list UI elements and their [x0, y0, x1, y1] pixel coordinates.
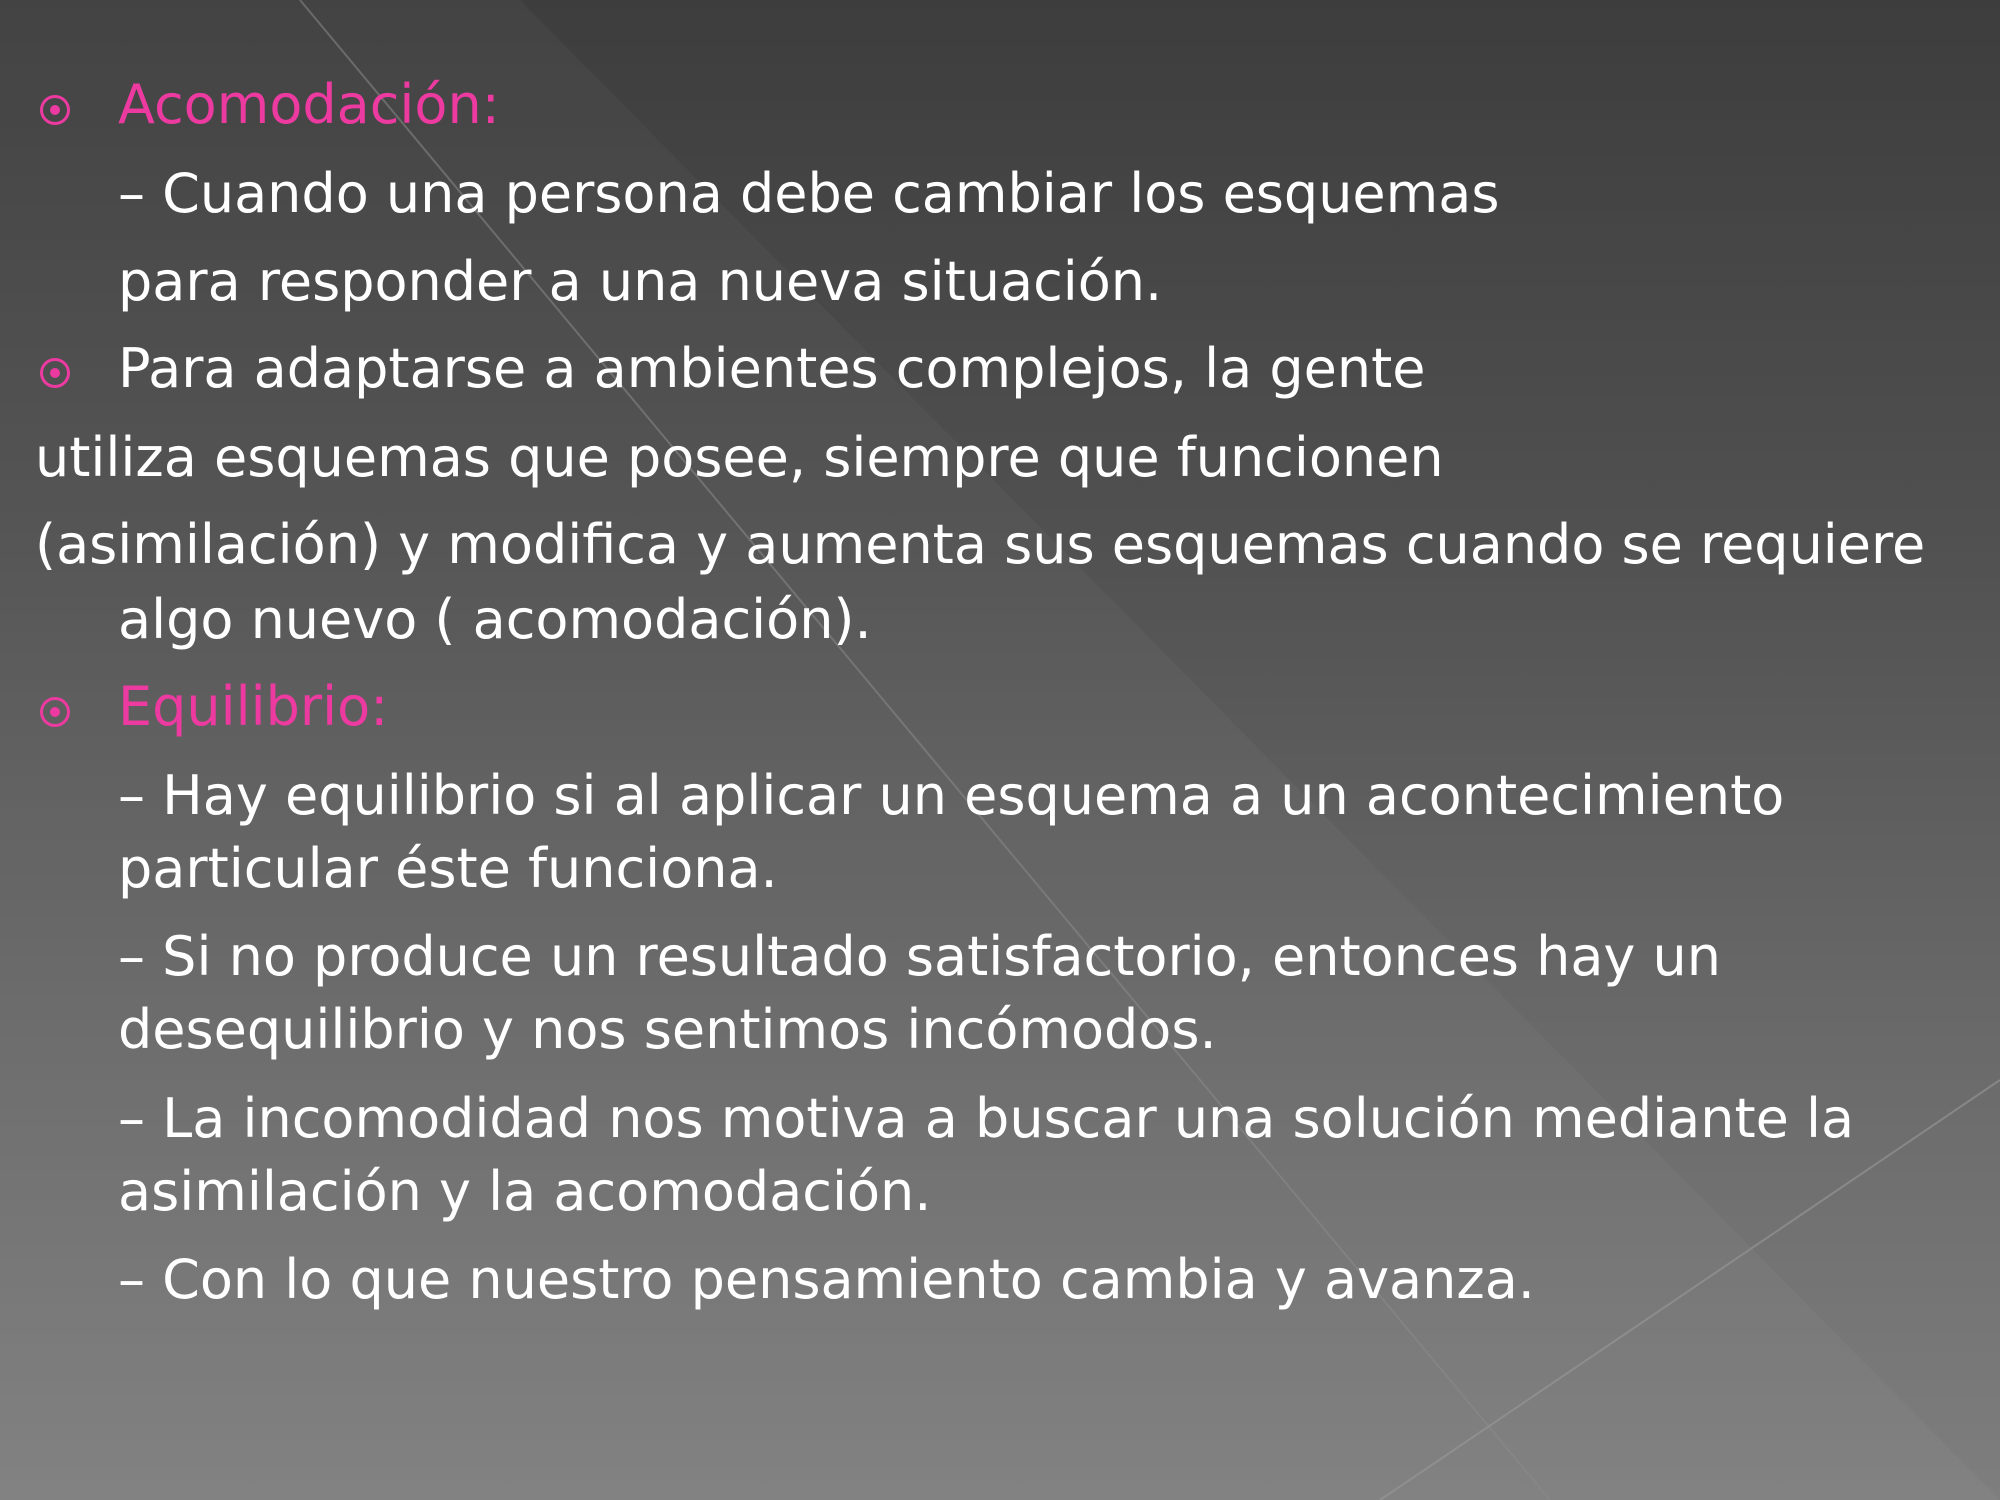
- radio-bullet-icon: [40, 95, 70, 125]
- radio-bullet-icon: [40, 697, 70, 727]
- equilibrio-p1-line-2: particular éste funciona.: [118, 837, 778, 900]
- equilibrio-p2-line-1: – Si no produce un resultado satisfactorio, entonces hay un: [118, 925, 1721, 988]
- equilibrio-p4-line-1: – Con lo que nuestro pensamiento cambia y avanza.: [118, 1248, 1535, 1311]
- acomodacion-line-2: para responder a una nueva situación.: [118, 250, 1163, 313]
- adaptarse-line-4: algo nuevo ( acomodación).: [118, 588, 872, 651]
- equilibrio-p2-line-2: desequilibrio y nos sentimos incómodos.: [118, 998, 1217, 1061]
- equilibrio-heading: Equilibrio:: [118, 675, 389, 738]
- acomodacion-heading: Acomodación:: [118, 73, 500, 136]
- radio-bullet-icon: [40, 358, 70, 388]
- adaptarse-line-2: utiliza esquemas que posee, siempre que funcionen: [35, 426, 1444, 489]
- adaptarse-line-3: (asimilación) y modifica y aumenta sus esquemas cuando se requiere: [35, 513, 1926, 576]
- equilibrio-p1-line-1: – Hay equilibrio si al aplicar un esquema a un acontecimiento: [118, 764, 1785, 827]
- adaptarse-line-1: Para adaptarse a ambientes complejos, la gente: [118, 337, 1426, 400]
- acomodacion-line-1: – Cuando una persona debe cambiar los esquemas: [118, 162, 1500, 225]
- equilibrio-p3-line-1: – La incomodidad nos motiva a buscar una solución mediante la: [118, 1087, 1855, 1150]
- equilibrio-p3-line-2: asimilación y la acomodación.: [118, 1160, 932, 1223]
